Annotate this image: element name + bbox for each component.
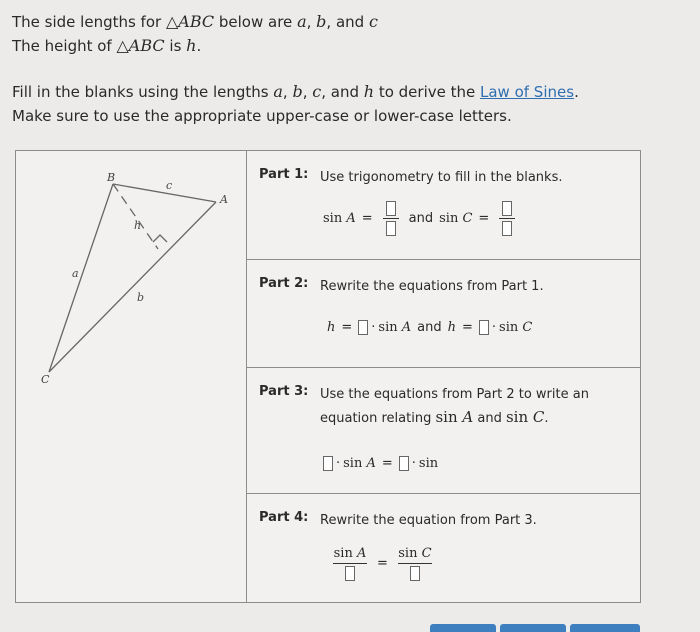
height-h <box>113 184 158 249</box>
right-angle-marker <box>153 235 167 242</box>
part-2-instruction: Rewrite the equations from Part 1. <box>320 279 544 294</box>
part-1-blank-2-numerator[interactable] <box>502 201 512 216</box>
part-3-blank-1[interactable] <box>323 456 333 471</box>
part-2-label: Part 2: <box>259 276 309 291</box>
part-1-fraction-c <box>499 201 515 236</box>
triangle-figure <box>16 151 247 386</box>
part-1-fraction-a <box>383 201 399 236</box>
part-1-blank-1-numerator[interactable] <box>386 201 396 216</box>
bottom-button-2[interactable] <box>500 624 566 632</box>
part-1-equation: sin A = and sin C = <box>323 201 519 236</box>
side-c <box>113 184 216 202</box>
part-4-equation: sin A = sin C <box>329 546 436 581</box>
label-a: a <box>72 267 79 280</box>
bottom-button-1[interactable] <box>430 624 496 632</box>
side-b <box>49 202 216 372</box>
part-3-label: Part 3: <box>259 384 309 399</box>
part-2-blank-1[interactable] <box>358 320 368 335</box>
triangle-abc: △ABC <box>165 12 215 31</box>
part-4-blank-1[interactable] <box>345 566 355 581</box>
part-4-fraction-c: sin C <box>398 546 432 581</box>
part-3-blank-2[interactable] <box>399 456 409 471</box>
part-1-instruction: Use trigonometry to fill in the blanks. <box>320 170 563 185</box>
part-2-blank-2[interactable] <box>479 320 489 335</box>
part-4-label: Part 4: <box>259 510 309 525</box>
derivation-table <box>15 150 641 603</box>
part-3-instruction: Use the equations from Part 2 to write an equation relating sin A and sin C. <box>320 387 589 426</box>
part-2-equation: h = · sin A and h = · sin C <box>327 320 533 335</box>
part-4-blank-2[interactable] <box>410 566 420 581</box>
part-4-fraction-a: sin A <box>333 546 367 581</box>
problem-intro <box>12 10 672 128</box>
part-1 <box>247 151 640 260</box>
label-c: c <box>166 179 173 192</box>
label-h: h <box>134 219 142 232</box>
part-3-equation: · sin A = · sin <box>323 456 438 471</box>
bottom-button-3[interactable] <box>570 624 640 632</box>
triangle-figure-cell <box>16 151 247 602</box>
intro-line-1: The side lengths for △ABC below are a, b, and c <box>12 12 378 31</box>
label-B: B <box>107 171 116 184</box>
intro-line-4: Make sure to use the appropriate upper-case or lower-case letters. <box>12 107 512 125</box>
part-4 <box>247 494 640 604</box>
law-of-sines-link[interactable]: Law of Sines <box>480 83 575 101</box>
part-1-blank-1-denominator[interactable] <box>386 221 396 236</box>
side-a <box>49 184 113 372</box>
label-C: C <box>41 373 50 386</box>
part-1-label: Part 1: <box>259 167 309 182</box>
part-2 <box>247 260 640 368</box>
part-3 <box>247 368 640 494</box>
label-A: A <box>220 193 228 206</box>
intro-line-3: Fill in the blanks using the lengths a, b, c, and h to derive the Law of Sines. <box>12 82 579 101</box>
part-1-blank-2-denominator[interactable] <box>502 221 512 236</box>
label-b: b <box>137 291 145 304</box>
part-4-instruction: Rewrite the equation from Part 3. <box>320 513 537 528</box>
intro-line-2: The height of △ABC is h. <box>12 36 202 55</box>
